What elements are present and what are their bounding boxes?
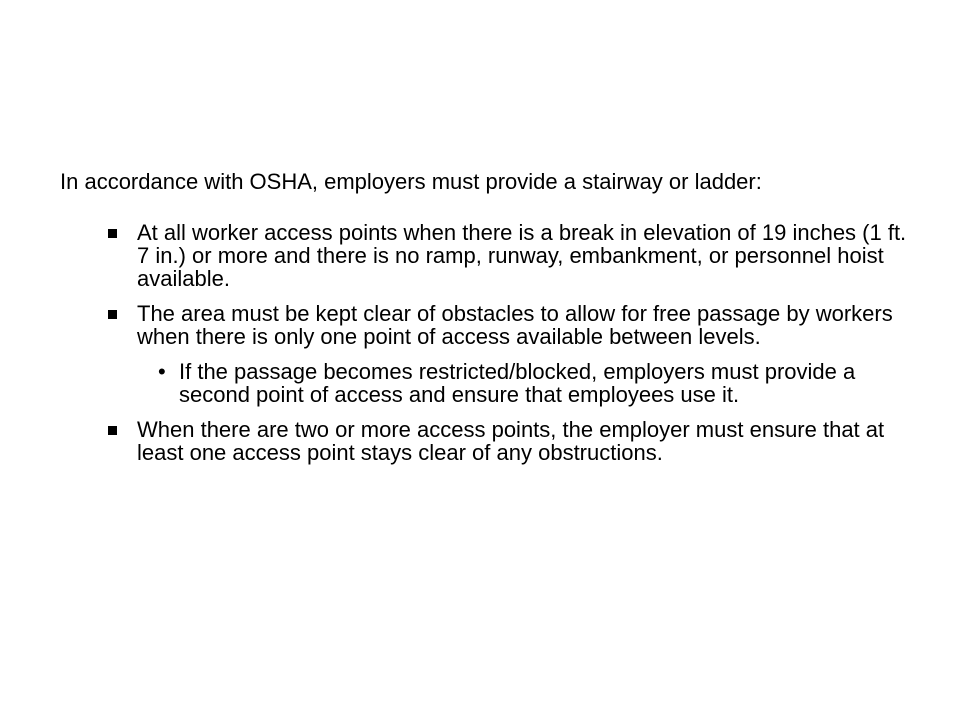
- square-bullet-icon: [108, 426, 117, 435]
- list-item: [60, 418, 910, 464]
- bullet-text: At all worker access points when there is a break in elevation of 19 inches (1 ft. 7 in.) or more and there is no ramp, runway, embankment, or personnel hoist available.: [137, 220, 907, 291]
- sub-bullet-list: [137, 360, 910, 406]
- list-item: [60, 302, 910, 406]
- sub-bullet-text: If the passage becomes restricted/blocked, employers must provide a second point of access and ensure that employees use it.: [179, 359, 856, 407]
- bullet-text: The area must be kept clear of obstacles to allow for free passage by workers when there is only one point of access available between levels.: [137, 301, 893, 349]
- square-bullet-icon: [108, 310, 117, 319]
- list-item: [60, 221, 910, 290]
- intro-text: In accordance with OSHA, employers must provide a stairway or ladder:: [60, 169, 762, 194]
- square-bullet-icon: [108, 229, 117, 238]
- slide-body: [60, 170, 910, 476]
- bullet-text: When there are two or more access points, the employer must ensure that at least one access point stays clear of any obstructions.: [137, 417, 885, 465]
- round-bullet-icon: •: [158, 359, 166, 384]
- bullet-list: [60, 221, 910, 464]
- sub-list-item: [137, 360, 910, 406]
